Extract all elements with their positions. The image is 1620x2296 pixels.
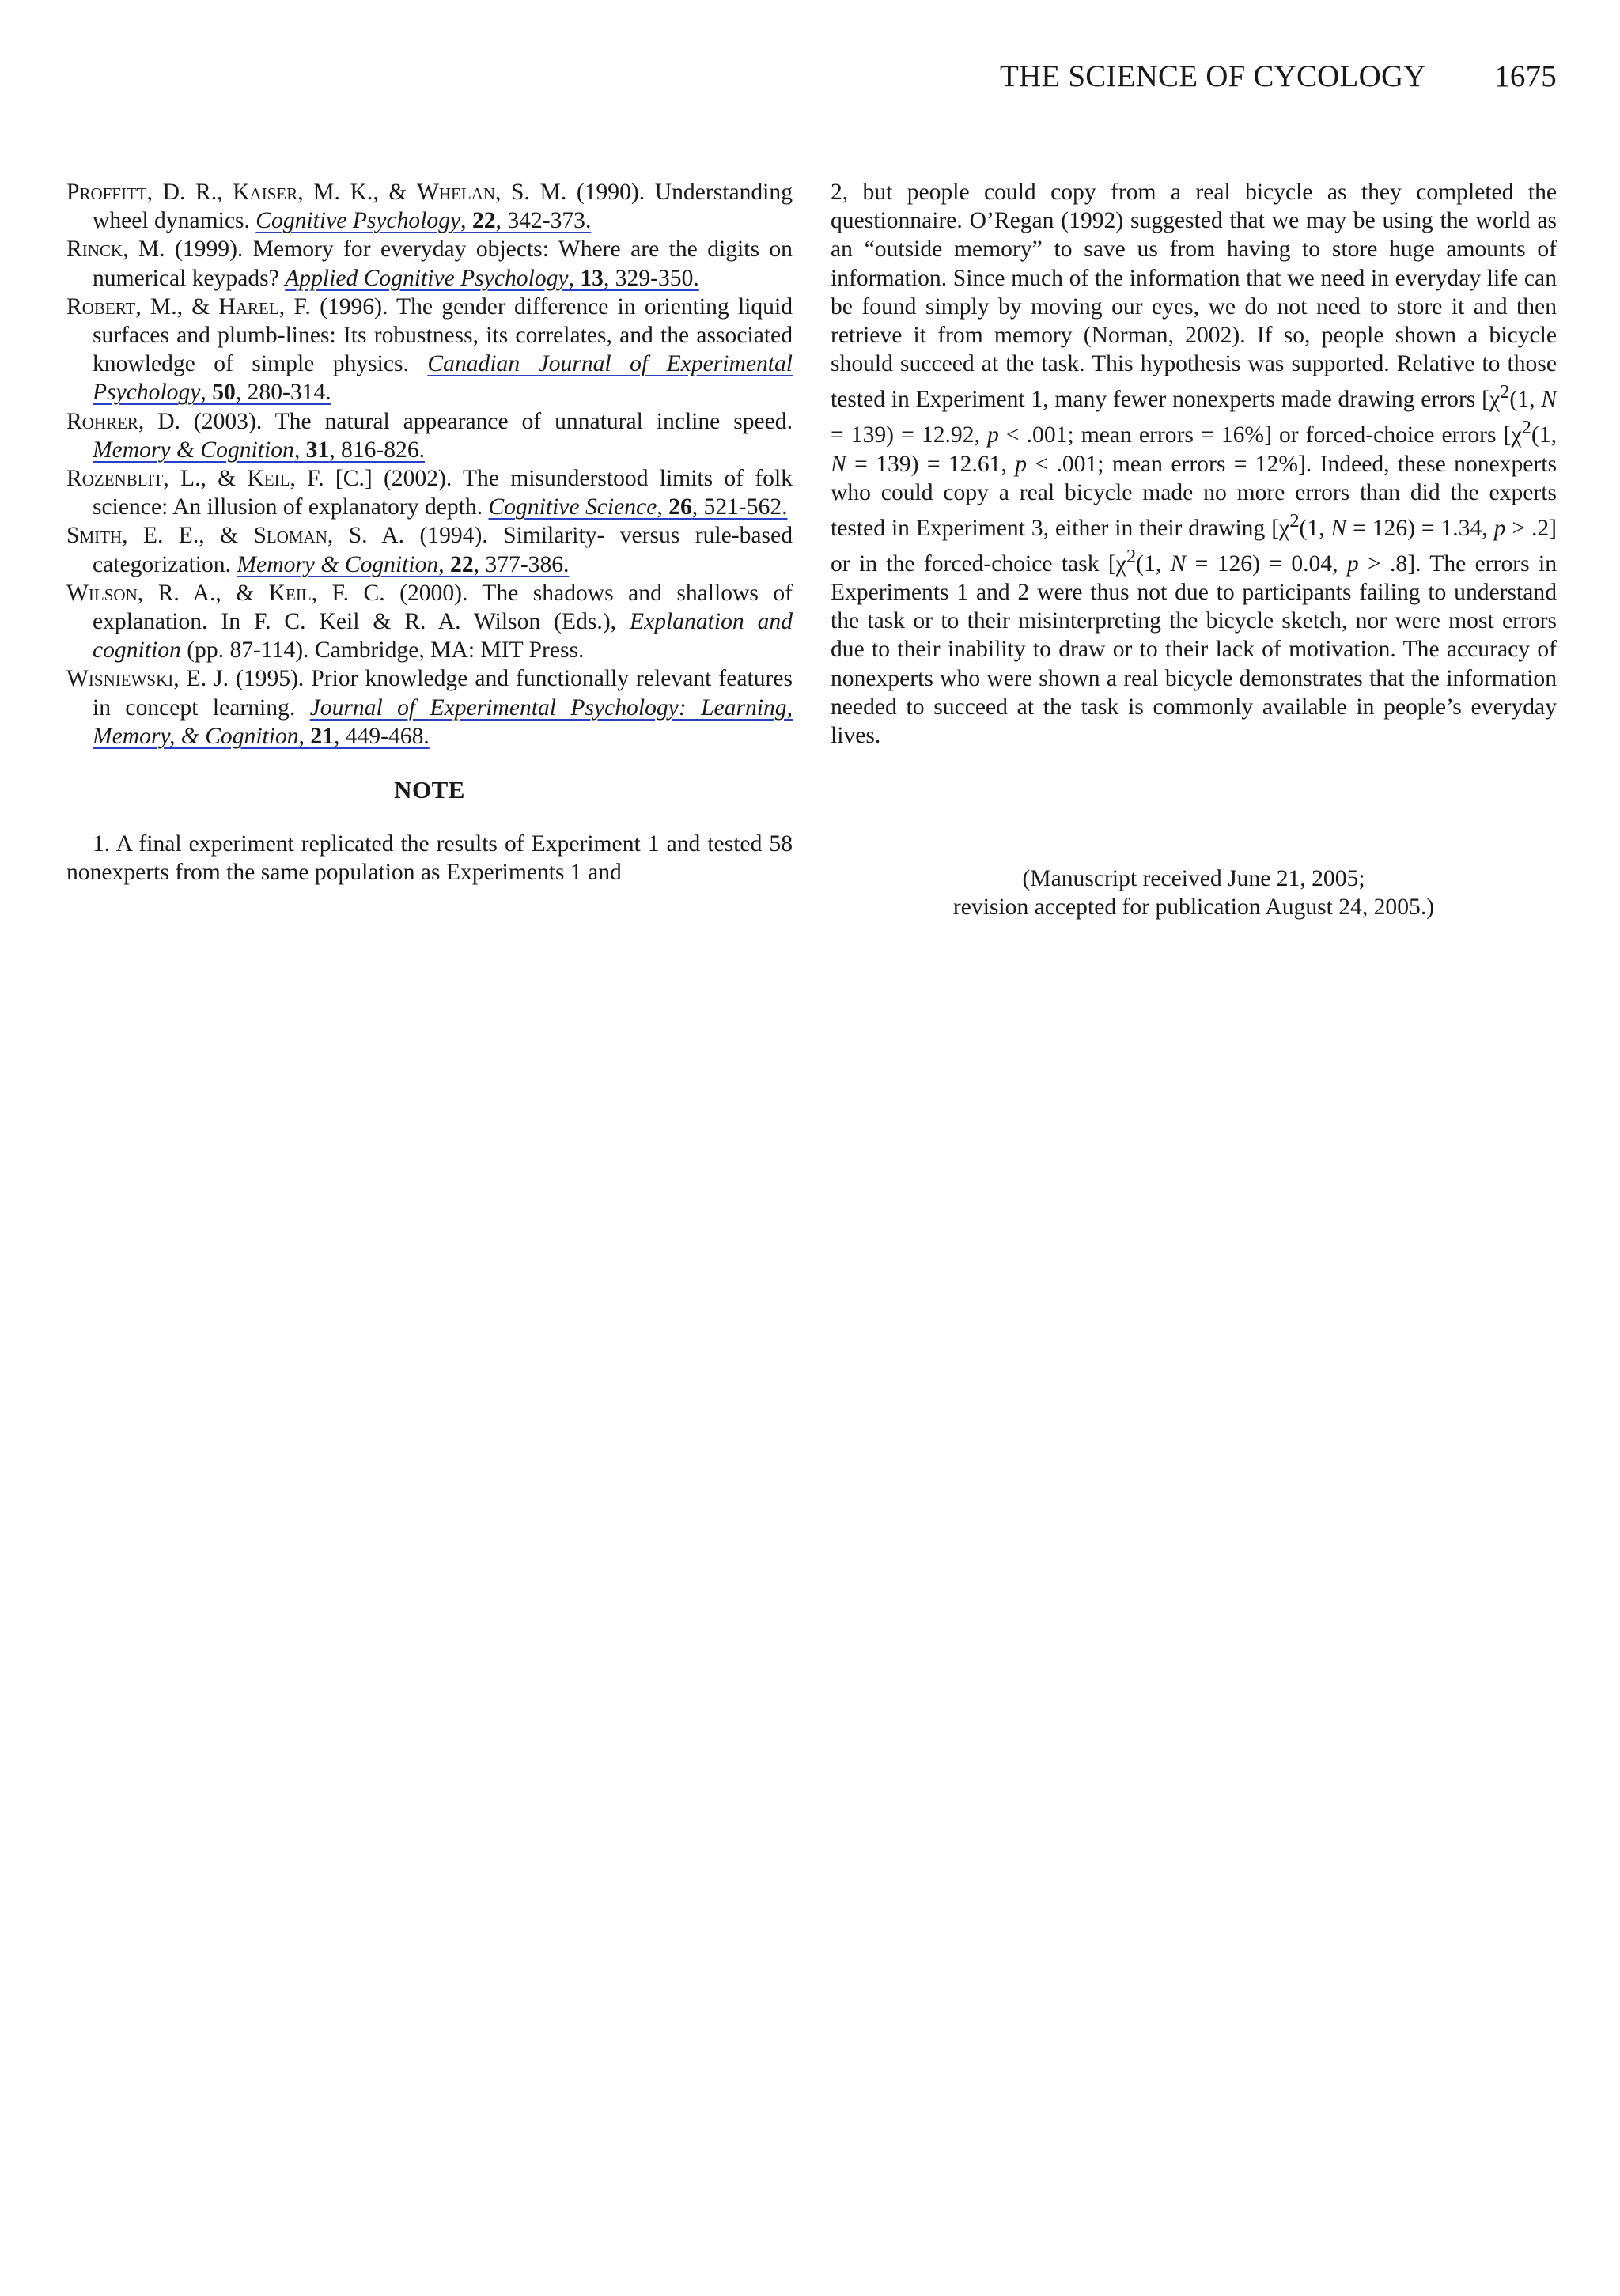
reference-link[interactable] xyxy=(93,437,425,463)
reference-volume: 26 xyxy=(668,494,692,520)
reference-journal: Cognitive Science xyxy=(488,494,657,520)
reference-volume: 22 xyxy=(450,551,474,577)
reference-link[interactable] xyxy=(237,552,569,577)
statistic-symbol: p xyxy=(1015,451,1028,477)
reference-author-rest: , R. A., & xyxy=(137,580,269,606)
reference-author-rest: , E. E., & xyxy=(122,523,254,549)
reference-journal: Cognitive Psychology xyxy=(255,208,461,234)
reference-author-rest: , D. xyxy=(138,408,194,434)
reference-pages: , 342-373. xyxy=(495,208,592,234)
reference-entry xyxy=(66,521,793,578)
reference-volume: 13 xyxy=(580,265,604,291)
reference-pages: , 449-468. xyxy=(333,723,430,749)
manuscript-accepted: revision accepted for publication August 24, 2005.) xyxy=(952,895,1435,921)
reference-pages: (pp. 87-114). Cambridge, MA: MIT Press. xyxy=(187,637,585,664)
reference-link[interactable] xyxy=(255,208,591,233)
reference-pages: , 280-314. xyxy=(235,380,331,406)
reference-volume: 21 xyxy=(310,723,334,749)
statistic-symbol: N xyxy=(1541,387,1557,413)
reference-text: (2000). The shadows and shallows of explanation. In F. C. Keil & R. A. Wilson (Eds.), xyxy=(93,580,793,635)
reference-list xyxy=(66,178,793,751)
reference-author-rest: , M., & xyxy=(135,293,219,320)
page-number: 1675 xyxy=(1494,59,1557,93)
reference-sep: , xyxy=(200,380,213,406)
paragraph-text: (1, xyxy=(1136,550,1171,577)
reference-text: (2003). The natural appearance of unnatural incline speed. xyxy=(193,408,793,434)
reference-author-surname: Whelan xyxy=(416,180,496,205)
paragraph-text: = 139) = 12.61, xyxy=(846,451,1016,477)
reference-journal: Journal of Experimental Psychology: Learning, Memory, & Cognition xyxy=(93,694,793,749)
reference-pages: , 816-826. xyxy=(329,437,426,463)
reference-text: (1990). Understanding wheel dynamics. xyxy=(93,180,793,234)
reference-author-surname: Harel xyxy=(218,293,279,320)
reference-sep: , xyxy=(298,723,311,749)
reference-pages: , 521-562. xyxy=(691,494,788,520)
reference-pages: , 377-386. xyxy=(473,551,570,577)
paragraph-text: < .001; mean errors = 12%]. Indeed, these nonexperts who could copy a real bicycle made no more errors than did the experts tested in Experiment 3, either in their drawing [χ xyxy=(831,451,1557,541)
paragraph-text: = 126) = 0.04, xyxy=(1186,550,1347,577)
paragraph-text: (1, xyxy=(1531,422,1557,448)
reference-author-surname: Rohrer xyxy=(66,408,138,434)
statistic-symbol: N xyxy=(831,451,846,477)
paragraph-text: = 139) = 12.92, xyxy=(831,422,987,448)
superscript: 2 xyxy=(1126,546,1137,568)
superscript: 2 xyxy=(1500,381,1510,403)
statistic-symbol: N xyxy=(1170,550,1187,577)
paragraph-text: (1, xyxy=(1509,387,1542,413)
reference-author-rest: , S. M. xyxy=(495,180,577,205)
superscript: 2 xyxy=(1521,417,1531,439)
reference-text: (2002). The misunderstood limits of folk science: An illusion of explanatory depth. xyxy=(93,466,793,520)
right-column xyxy=(831,178,1557,750)
paragraph-text: (1, xyxy=(1299,515,1331,541)
reference-author-rest: , M. K., & xyxy=(297,180,417,205)
statistic-symbol: p xyxy=(986,422,999,448)
paragraph-text: < .001; mean errors = 16%] or forced-choice errors [χ xyxy=(998,422,1522,448)
reference-entry xyxy=(66,407,793,464)
reference-link[interactable] xyxy=(285,266,699,291)
left-column xyxy=(66,178,793,887)
reference-author-surname: Wilson xyxy=(66,580,138,606)
statistic-symbol: p xyxy=(1346,550,1359,577)
reference-text: (1999). Memory for everyday objects: Where are the digits on numerical keypads? xyxy=(93,236,793,291)
reference-author-surname: Keil xyxy=(268,580,312,606)
reference-journal: Applied Cognitive Psychology xyxy=(285,265,569,291)
statistic-symbol: p xyxy=(1493,515,1506,541)
reference-volume: 50 xyxy=(212,380,236,406)
reference-sep: , xyxy=(657,494,669,520)
note-text: 1. A final experiment replicated the results of Experiment 1 and tested 58 nonexperts from the same population as Experiments 1 and xyxy=(66,831,793,886)
reference-entry xyxy=(66,235,793,292)
reference-journal: Memory & Cognition xyxy=(237,551,439,577)
reference-author-rest: , F. [C.] xyxy=(290,466,384,492)
paragraph-text: = 126) = 1.34, xyxy=(1346,515,1494,541)
reference-link[interactable] xyxy=(489,494,788,520)
statistic-symbol: N xyxy=(1330,515,1347,541)
reference-text: (1995). Prior knowledge and functionally relevant features in concept learning. xyxy=(93,666,793,721)
reference-text: (1996). The gender difference in orienting liquid surfaces and plumb-lines: Its robustness, its correlates, and the associated knowledge of simple physics. xyxy=(93,293,793,377)
reference-author-surname: Robert xyxy=(66,293,136,320)
reference-author-surname: Sloman xyxy=(253,523,327,549)
reference-author-surname: Kaiser xyxy=(233,180,298,205)
reference-entry xyxy=(66,293,793,407)
reference-author-rest: , F. C. xyxy=(311,580,400,606)
reference-volume: 22 xyxy=(471,208,496,234)
reference-sep: , xyxy=(460,208,472,234)
reference-sep: , xyxy=(438,551,451,577)
note-continuation-paragraph xyxy=(831,178,1557,750)
running-head xyxy=(1000,59,1557,94)
note-heading: NOTE xyxy=(394,776,465,804)
reference-author-rest: , S. A. xyxy=(327,523,420,549)
paragraph-text: > .2] or in the forced-choice task [χ xyxy=(831,515,1557,577)
reference-entry xyxy=(66,664,793,751)
reference-author-rest: , F. xyxy=(278,293,320,320)
paragraph-text: 2, but people could copy from a real bicycle as they completed the questionnaire. O’Regan (1992) suggested that we may be using the world as an “outside memory” to save us from having to store huge amounts of information. Since much of the information that we need in everyday life can be found simply by moving our eyes, we do not need to store it and then retrieve it from memory (Norman, 2002). If so, people shown a bicycle should succeed at the task. This hypothesis was supported. Relative to those tested in Experiment 1, many fewer nonexperts made drawing errors [χ xyxy=(831,180,1557,413)
reference-text: (1994). Similarity- versus rule-based categorization. xyxy=(93,523,793,577)
reference-volume: 31 xyxy=(305,437,330,463)
reference-entry xyxy=(66,464,793,521)
reference-journal: Memory & Cognition xyxy=(93,437,294,463)
reference-author-rest: , D. R., xyxy=(146,180,233,205)
manuscript-dates xyxy=(831,864,1557,921)
reference-author-rest: , M. xyxy=(123,236,176,263)
reference-author-surname: Wisniewski xyxy=(66,666,174,692)
reference-author-rest: , E. J. xyxy=(173,666,237,692)
reference-journal: Canadian Journal of Experimental Psychology xyxy=(93,351,793,406)
superscript: 2 xyxy=(1289,509,1300,531)
reference-author-surname: Smith xyxy=(66,523,123,549)
reference-entry xyxy=(66,178,793,235)
manuscript-received: (Manuscript received June 21, 2005; xyxy=(1022,866,1365,891)
reference-author-surname: Rozenblit xyxy=(66,466,164,492)
reference-sep: , xyxy=(293,437,306,463)
reference-author-rest: , L., & xyxy=(163,466,248,492)
reference-entry xyxy=(66,579,793,665)
reference-author-surname: Rinck xyxy=(66,236,123,263)
reference-sep: , xyxy=(568,265,581,291)
paragraph-text: > .8]. The errors in Experiments 1 and 2 were thus not due to participants failing to understand the task or to their misinterpreting the bicycle sketch, nor were most errors due to their inability to draw or to their lack of motivation. The accuracy of nonexperts who were shown a real bicycle demonstrates that the information needed to succeed at the task is commonly available in people’s everyday lives. xyxy=(831,550,1558,749)
reference-journal: Explanation and cognition xyxy=(93,609,793,664)
reference-pages: , 329-350. xyxy=(603,265,699,291)
reference-author-surname: Proffitt xyxy=(66,180,147,205)
running-title: THE SCIENCE OF CYCOLOGY xyxy=(999,59,1425,93)
reference-author-surname: Keil xyxy=(247,466,290,492)
